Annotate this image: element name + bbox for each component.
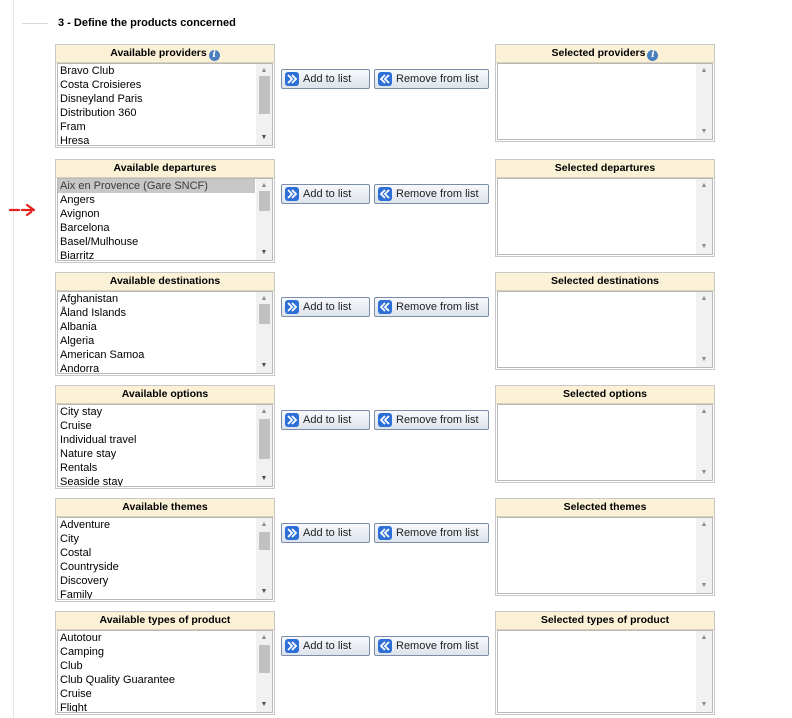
scroll-down-icon[interactable]: ▼ <box>260 134 268 141</box>
available-listbox[interactable] <box>57 63 273 146</box>
selected-list-header <box>496 45 714 63</box>
scroll-down-icon[interactable]: ▼ <box>700 469 708 476</box>
selected-listbox[interactable] <box>497 178 713 255</box>
available-list-title: Available destinations <box>109 275 221 287</box>
red-arrow-annotation <box>8 203 38 217</box>
scroll-down-icon[interactable]: ▼ <box>700 243 708 250</box>
remove-from-list-label: Remove from list <box>396 73 479 85</box>
selected-list-box <box>495 611 715 715</box>
available-list-header <box>56 160 274 178</box>
selected-list-title: Selected themes <box>563 501 647 513</box>
selected-list-header <box>496 386 714 404</box>
add-to-list-label: Add to list <box>303 301 352 313</box>
available-list-box <box>55 44 275 148</box>
list-option[interactable]: City <box>60 533 79 545</box>
selected-list-title: Selected departures <box>554 162 656 174</box>
selected-list-title: Selected types of product <box>540 614 670 626</box>
scrollbar-thumb[interactable] <box>259 419 270 459</box>
selected-list-box <box>495 272 715 370</box>
double-left-arrow-icon <box>378 526 392 540</box>
list-option[interactable]: Countryside <box>60 561 119 573</box>
list-option[interactable]: Basel/Mulhouse <box>60 236 139 248</box>
scrollbar[interactable] <box>256 405 272 486</box>
list-option[interactable]: Costal <box>60 547 92 559</box>
scroll-up-icon[interactable]: ▲ <box>700 295 708 302</box>
scrollbar[interactable] <box>256 631 272 712</box>
scrollbar[interactable] <box>696 179 712 254</box>
add-to-list-button[interactable] <box>281 410 370 430</box>
scrollbar[interactable] <box>256 64 272 145</box>
list-option[interactable]: Nature stay <box>60 448 117 460</box>
double-right-arrow-icon <box>285 72 299 86</box>
scroll-up-icon[interactable]: ▲ <box>700 182 708 189</box>
available-listbox[interactable] <box>57 178 273 261</box>
scroll-down-icon[interactable]: ▼ <box>260 588 268 595</box>
list-option[interactable]: Distribution 360 <box>60 107 137 119</box>
remove-from-list-label: Remove from list <box>396 640 479 652</box>
scroll-up-icon[interactable]: ▲ <box>260 182 268 189</box>
list-option[interactable]: Barcelona <box>60 222 110 234</box>
remove-from-list-label: Remove from list <box>396 414 479 426</box>
scroll-up-icon[interactable]: ▲ <box>260 521 268 528</box>
list-option[interactable]: Åland Islands <box>60 307 127 319</box>
selection-group <box>0 385 792 490</box>
scroll-down-icon[interactable]: ▼ <box>700 701 708 708</box>
scrollbar[interactable] <box>256 292 272 373</box>
selection-group <box>0 159 792 264</box>
scroll-down-icon[interactable]: ▼ <box>260 475 268 482</box>
add-to-list-button[interactable] <box>281 297 370 317</box>
selected-list-box <box>495 498 715 596</box>
list-option[interactable]: Club <box>60 660 83 672</box>
selected-list-header <box>496 273 714 291</box>
scrollbar-thumb[interactable] <box>259 76 270 114</box>
selection-group <box>0 272 792 377</box>
scrollbar-thumb[interactable] <box>259 191 270 211</box>
list-option[interactable]: Cruise <box>60 420 92 432</box>
list-option[interactable]: Aix en Provence (Gare SNCF) <box>58 179 255 193</box>
scroll-down-icon[interactable]: ▼ <box>700 128 708 135</box>
scrollbar[interactable] <box>256 518 272 599</box>
add-to-list-button[interactable] <box>281 523 370 543</box>
double-left-arrow-icon <box>378 413 392 427</box>
selected-list-title: Selected providers <box>551 47 646 59</box>
list-option[interactable]: Biarritz <box>60 250 95 260</box>
remove-from-list-button[interactable] <box>374 69 489 89</box>
list-option[interactable]: Individual travel <box>60 434 137 446</box>
selected-list-box <box>495 385 715 483</box>
list-option[interactable]: American Samoa <box>60 349 145 361</box>
add-to-list-label: Add to list <box>303 527 352 539</box>
available-list-box <box>55 498 275 602</box>
list-option[interactable]: Club Quality Guarantee <box>60 674 175 686</box>
available-list-box <box>55 159 275 263</box>
available-list-box <box>55 272 275 376</box>
scroll-up-icon[interactable]: ▲ <box>700 521 708 528</box>
scroll-up-icon[interactable]: ▲ <box>260 67 268 74</box>
remove-from-list-label: Remove from list <box>396 301 479 313</box>
selection-group <box>0 611 792 716</box>
available-list-header <box>56 45 274 63</box>
info-icon[interactable]: i <box>647 50 658 61</box>
selected-list-box <box>495 159 715 257</box>
selected-listbox[interactable] <box>497 404 713 481</box>
list-option[interactable]: Avignon <box>60 208 100 220</box>
double-right-arrow-icon <box>285 639 299 653</box>
list-option[interactable]: Hresa <box>60 135 90 145</box>
selected-list-title: Selected destinations <box>551 275 659 287</box>
scroll-up-icon[interactable]: ▲ <box>260 408 268 415</box>
double-right-arrow-icon <box>285 187 299 201</box>
available-list-title: Available options <box>121 388 209 400</box>
remove-from-list-button[interactable] <box>374 184 489 204</box>
selected-listbox[interactable] <box>497 630 713 713</box>
selected-list-header <box>496 160 714 178</box>
available-list-title: Available types of product <box>99 614 231 626</box>
scroll-up-icon[interactable]: ▲ <box>700 408 708 415</box>
scroll-down-icon[interactable]: ▼ <box>260 362 268 369</box>
add-to-list-label: Add to list <box>303 188 352 200</box>
scroll-up-icon[interactable]: ▲ <box>700 67 708 74</box>
list-option[interactable]: Camping <box>60 646 105 658</box>
list-option[interactable]: Family <box>60 589 93 599</box>
selected-listbox[interactable] <box>497 63 713 140</box>
scrollbar[interactable] <box>696 64 712 139</box>
available-list-box <box>55 385 275 489</box>
available-listbox[interactable] <box>57 291 273 374</box>
list-option[interactable]: Autotour <box>60 632 102 644</box>
list-option[interactable]: Seaside stay <box>60 476 123 486</box>
scroll-down-icon[interactable]: ▼ <box>260 701 268 708</box>
remove-from-list-button[interactable] <box>374 297 489 317</box>
scrollbar-thumb[interactable] <box>259 645 270 673</box>
scrollbar-thumb[interactable] <box>259 304 270 324</box>
section-header <box>22 17 782 33</box>
selected-list-header <box>496 612 714 630</box>
list-option[interactable]: Flight <box>60 702 87 712</box>
scrollbar[interactable] <box>696 405 712 480</box>
scrollbar[interactable] <box>696 292 712 367</box>
remove-from-list-button[interactable] <box>374 410 489 430</box>
section-rule <box>22 23 48 24</box>
list-option[interactable]: Andorra <box>60 363 100 373</box>
double-left-arrow-icon <box>378 639 392 653</box>
list-option[interactable]: Discovery <box>60 575 109 587</box>
available-list-header <box>56 273 274 291</box>
selected-list-header <box>496 499 714 517</box>
list-option[interactable]: Disneyland Paris <box>60 93 143 105</box>
list-option[interactable]: Angers <box>60 194 95 206</box>
available-list-title: Available themes <box>122 501 208 513</box>
section-title: 3 - Define the products concerned <box>58 17 236 29</box>
available-list-header <box>56 499 274 517</box>
selected-list-title: Selected options <box>562 388 647 400</box>
list-option[interactable]: Rentals <box>60 462 98 474</box>
scroll-down-icon[interactable]: ▼ <box>700 582 708 589</box>
available-list-header <box>56 612 274 630</box>
selection-group <box>0 498 792 603</box>
list-option[interactable]: Bravo Club <box>60 65 115 77</box>
add-to-list-label: Add to list <box>303 73 352 85</box>
list-option[interactable]: Adventure <box>60 519 111 531</box>
remove-from-list-button[interactable] <box>374 636 489 656</box>
list-option[interactable]: Albania <box>60 321 97 333</box>
add-to-list-button[interactable] <box>281 636 370 656</box>
scrollbar[interactable] <box>696 518 712 593</box>
double-left-arrow-icon <box>378 72 392 86</box>
add-to-list-label: Add to list <box>303 640 352 652</box>
available-list-box <box>55 611 275 715</box>
available-list-header <box>56 386 274 404</box>
scroll-up-icon[interactable]: ▲ <box>700 634 708 641</box>
scroll-down-icon[interactable]: ▼ <box>260 249 268 256</box>
remove-from-list-button[interactable] <box>374 523 489 543</box>
scroll-up-icon[interactable]: ▲ <box>260 634 268 641</box>
scroll-down-icon[interactable]: ▼ <box>700 356 708 363</box>
available-list-title: Available departures <box>113 162 217 174</box>
remove-from-list-label: Remove from list <box>396 527 479 539</box>
info-icon[interactable]: i <box>209 50 220 61</box>
double-right-arrow-icon <box>285 413 299 427</box>
list-option[interactable]: Cruise <box>60 688 92 700</box>
available-listbox[interactable] <box>57 404 273 487</box>
add-to-list-label: Add to list <box>303 414 352 426</box>
double-left-arrow-icon <box>378 300 392 314</box>
scrollbar[interactable] <box>256 179 272 260</box>
double-right-arrow-icon <box>285 526 299 540</box>
list-option[interactable]: Fram <box>60 121 86 133</box>
scroll-up-icon[interactable]: ▲ <box>260 295 268 302</box>
selected-listbox[interactable] <box>497 291 713 368</box>
add-to-list-button[interactable] <box>281 69 370 89</box>
list-option[interactable]: Algeria <box>60 335 95 347</box>
selected-listbox[interactable] <box>497 517 713 594</box>
selected-list-box <box>495 44 715 142</box>
available-list-title: Available providers <box>110 47 207 59</box>
double-left-arrow-icon <box>378 187 392 201</box>
add-to-list-button[interactable] <box>281 184 370 204</box>
remove-from-list-label: Remove from list <box>396 188 479 200</box>
scrollbar-thumb[interactable] <box>259 532 270 550</box>
available-listbox[interactable] <box>57 517 273 600</box>
selection-group <box>0 44 792 149</box>
scrollbar[interactable] <box>696 631 712 712</box>
list-option[interactable]: Afghanistan <box>60 293 119 305</box>
list-option[interactable]: Costa Croisieres <box>60 79 142 91</box>
list-option[interactable]: City stay <box>60 406 103 418</box>
available-listbox[interactable] <box>57 630 273 713</box>
double-right-arrow-icon <box>285 300 299 314</box>
